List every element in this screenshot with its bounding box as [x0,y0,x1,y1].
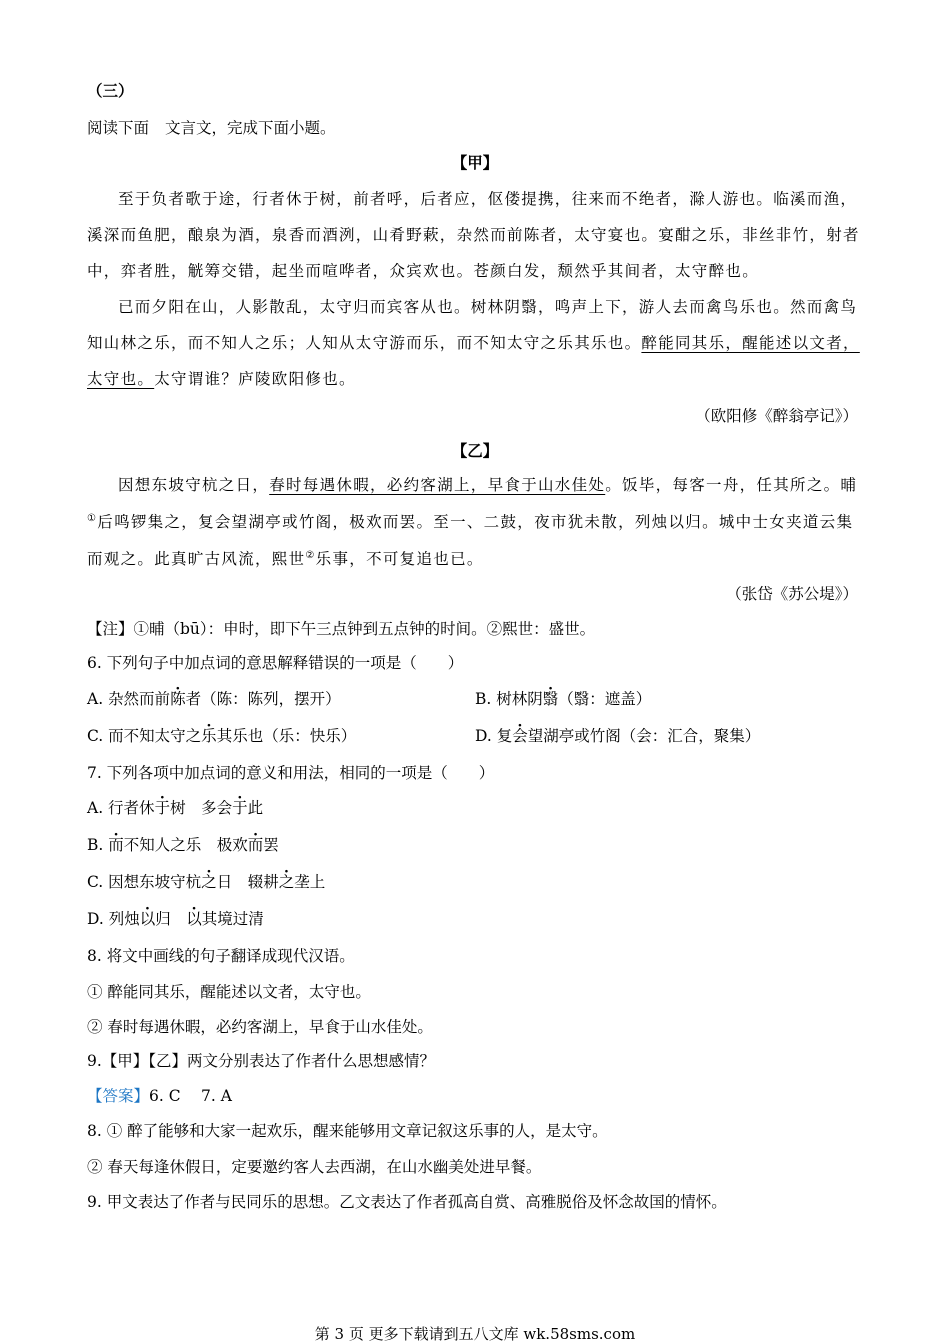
answer-8-1: 8. ① 醉了能够和大家一起欢乐，醒来能够用文章记叙这乐事的人，是太守。 [87,1122,608,1140]
q8-sentence-2: ② 春时每遇休暇，必约客湖上，早食于山水佳处。 [87,1018,433,1036]
yi-line3: 而观之。此真旷古风流，熙世②乐事，不可复追也已。 [87,549,484,568]
q8-sentence-1: ① 醉能同其乐，醒能述以文者，太守也。 [87,983,371,1001]
answer-label: 【答案】 [87,1087,150,1105]
jia-heading: 【甲】 [451,153,499,172]
jia-p1-line1: 至于负者歌于途，行者休于树，前者呼，后者应，伛偻提携，往来而不绝者，滁人游也。临溪而渔， [118,190,858,208]
answer-line: 【答案】6. C 7. A [87,1087,232,1105]
q7-option-b: B. 而不知人之乐 极欢而罢 [87,836,279,854]
dotted-word: 乐 [201,727,217,745]
underlined-sentence-1b: 太守也。 [87,370,155,388]
q6-option-d: D. 复会望湖亭或竹阁（会：汇合，聚集） [475,727,761,745]
section-title: （三） [87,81,134,100]
jia-p1-line2: 溪深而鱼肥，酿泉为酒，泉香而酒洌，山肴野蔌，杂然而前陈者，太守宴也。宴酣之乐，非丝非竹，射者 [87,226,860,244]
jia-p2-line3: 太守也。太守谓谁？庐陵欧阳修也。 [87,370,356,388]
answer-9: 9. 甲文表达了作者与民同乐的思想。乙文表达了作者孤高自赏、高雅脱俗及怀念故国的情怀。 [87,1193,727,1211]
jia-p1-line3: 中，弈者胜，觥筹交错，起坐而喧哗者，众宾欢也。苍颜白发，颓然乎其间者，太守醉也。 [87,262,760,280]
q7-option-a: A. 行者休于树 多会于此 [87,799,264,817]
dotted-word: 而 [247,836,264,854]
q6-option-a: A. 杂然而前陈者（陈：陈列，摆开） [87,690,341,708]
yi-heading: 【乙】 [451,441,499,460]
jia-p2-line1: 已而夕阳在山，人影散乱，太守归而宾客从也。树林阴翳，鸣声上下，游人去而禽鸟乐也。然而禽鸟 [118,298,858,316]
footnote-ref-1: ① [87,512,98,524]
q9-stem: 9.【甲】【乙】两文分别表达了作者什么思想感情？ [87,1052,436,1070]
note: 【注】①晡（bū）：申时，即下午三点钟到五点钟的时间。②熙世：盛世。 [87,620,596,638]
q7-stem: 7. 下列各项中加点词的意义和用法，相同的一项是（ ） [87,764,495,782]
dotted-word: 翳 [542,690,559,708]
jia-p2-line2: 知山林之乐，而不知人之乐；人知从太守游而乐，而不知太守之乐其乐也。醉能同其乐，醒能述以文者， [87,334,860,352]
dotted-word: 陈 [170,690,186,708]
dotted-word: 以 [186,910,202,928]
q7-option-c: C. 因想东坡守杭之日 辍耕之垄上 [87,873,326,891]
dotted-word: 于 [232,799,248,817]
dotted-word: 之 [201,873,217,891]
dotted-word: 之 [278,873,295,891]
page-footer: 第 3 页 更多下载请到五八文库 wk.58sms.com [314,1325,636,1343]
yi-line2: ①后鸣锣集之，复会望湖亭或竹阁，极欢而罢。至一、二鼓，夜市犹未散，列烛以归。城中士女夹道云集 [87,512,854,531]
instruction: 阅读下面 文言文，完成下面小题。 [87,119,336,137]
dotted-word: 于 [154,799,171,817]
footnote-ref-2: ② [305,549,316,561]
dotted-word: 会 [512,727,528,745]
q7-option-d: D. 列烛以归 以其境过清 [87,910,264,928]
jia-source: （欧阳修《醉翁亭记》） [695,407,858,425]
dotted-word: 以 [139,910,156,928]
underlined-sentence-2: 春时每遇休暇，必约客湖上，早食于山水佳处 [269,476,606,494]
q6-stem: 6. 下列句子中加点词的意思解释错误的一项是（ ） [87,654,464,672]
q8-stem: 8. 将文中画线的句子翻译成现代汉语。 [87,947,355,965]
q6-option-b: B. 树林阴翳（翳：遮盖） [475,690,652,708]
underlined-sentence-1a: 醉能同其乐，醒能述以文者， [641,334,860,352]
yi-source: （张岱《苏公堤》） [726,585,858,603]
dotted-word: 而 [108,836,124,854]
answer-8-2: ② 春天每逢休假日，定要邀约客人去西湖，在山水幽美处进早餐。 [87,1158,542,1176]
yi-line1: 因想东坡守杭之日，春时每遇休暇，必约客湖上，早食于山水佳处。饭毕，每客一舟，任其所之。晡 [118,476,858,494]
q6-option-c: C. 而不知太守之乐其乐也（乐：快乐） [87,727,357,745]
